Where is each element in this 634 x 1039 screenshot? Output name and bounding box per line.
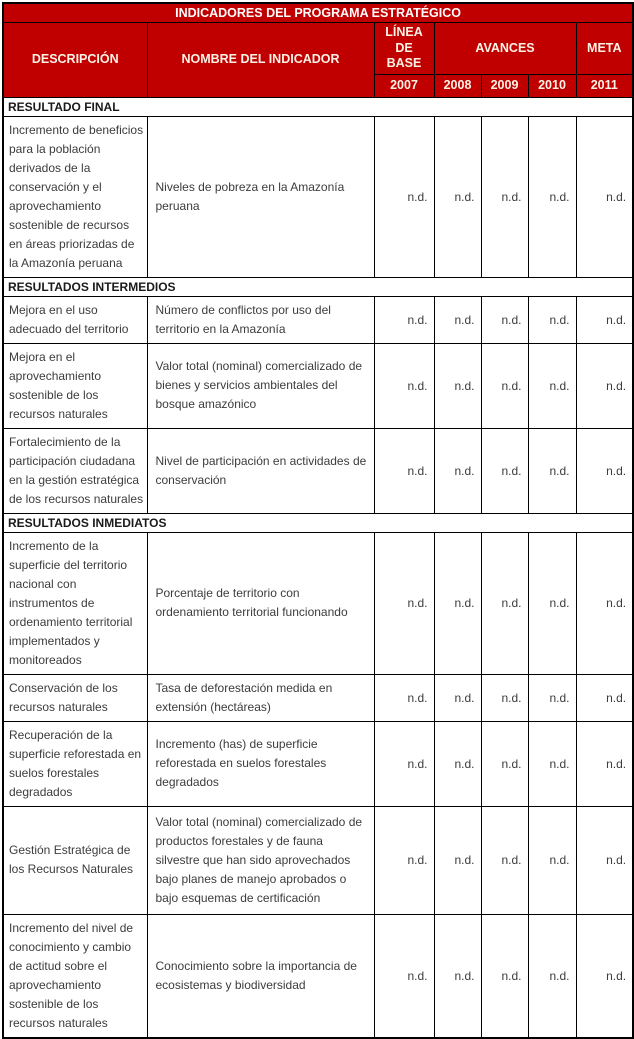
cell-value-2009: n.d. <box>481 806 528 914</box>
cell-descripcion: Incremento del nivel de conocimiento y cambio de actitud sobre el aprovechamiento sostenible de los recursos naturales <box>3 914 147 1038</box>
cell-indicador: Valor total (nominal) comercializado de bienes y servicios ambientales del bosque amazónico <box>147 343 374 428</box>
header-year-2009: 2009 <box>481 74 528 97</box>
cell-value-2010: n.d. <box>528 806 576 914</box>
section-label: RESULTADOS INMEDIATOS <box>3 513 633 532</box>
header-nombre-indicador: NOMBRE DEL INDICADOR <box>147 23 374 98</box>
header-avances: AVANCES <box>434 23 576 75</box>
cell-indicador: Número de conflictos por uso del territorio en la Amazonía <box>147 296 374 343</box>
header-year-2008: 2008 <box>434 74 481 97</box>
cell-indicador: Nivel de participación en actividades de conservación <box>147 428 374 513</box>
cell-indicador: Niveles de pobreza en la Amazonía peruana <box>147 116 374 277</box>
cell-value-2007: n.d. <box>374 532 434 674</box>
cell-value-2011: n.d. <box>576 296 633 343</box>
cell-indicador: Porcentaje de territorio con ordenamiento territorial funcionando <box>147 532 374 674</box>
cell-value-2008: n.d. <box>434 806 481 914</box>
cell-value-2008: n.d. <box>434 532 481 674</box>
section-header-resultado-final <box>3 97 633 116</box>
table-title: INDICADORES DEL PROGRAMA ESTRATÉGICO <box>3 3 633 23</box>
cell-descripcion: Fortalecimiento de la participación ciudadana en la gestión estratégica de los recursos naturales <box>3 428 147 513</box>
header-descripcion: DESCRIPCIÓN <box>3 23 147 98</box>
cell-value-2011: n.d. <box>576 428 633 513</box>
cell-indicador: Tasa de deforestación medida en extensión (hectáreas) <box>147 674 374 721</box>
cell-value-2009: n.d. <box>481 674 528 721</box>
cell-value-2007: n.d. <box>374 721 434 806</box>
table-row <box>3 806 633 914</box>
cell-value-2007: n.d. <box>374 116 434 277</box>
section-header-resultados-intermedios <box>3 277 633 296</box>
cell-descripcion: Incremento de beneficios para la población derivados de la conservación y el aprovechamiento sostenible de recursos en áreas priorizadas de la Amazonía peruana <box>3 116 147 277</box>
cell-indicador: Conocimiento sobre la importancia de ecosistemas y biodiversidad <box>147 914 374 1038</box>
cell-value-2011: n.d. <box>576 674 633 721</box>
cell-value-2009: n.d. <box>481 914 528 1038</box>
cell-value-2011: n.d. <box>576 914 633 1038</box>
cell-indicador: Incremento (has) de superficie reforestada en suelos forestales degradados <box>147 721 374 806</box>
cell-value-2009: n.d. <box>481 532 528 674</box>
cell-value-2009: n.d. <box>481 721 528 806</box>
table-row <box>3 721 633 806</box>
header-year-2007: 2007 <box>374 74 434 97</box>
cell-value-2009: n.d. <box>481 343 528 428</box>
cell-value-2011: n.d. <box>576 343 633 428</box>
header-meta: META <box>576 23 633 75</box>
cell-value-2010: n.d. <box>528 343 576 428</box>
cell-value-2011: n.d. <box>576 116 633 277</box>
section-label: RESULTADO FINAL <box>3 97 633 116</box>
cell-value-2010: n.d. <box>528 532 576 674</box>
cell-value-2010: n.d. <box>528 428 576 513</box>
header-year-2010: 2010 <box>528 74 576 97</box>
cell-value-2008: n.d. <box>434 914 481 1038</box>
cell-value-2009: n.d. <box>481 116 528 277</box>
table-row <box>3 914 633 1038</box>
cell-value-2010: n.d. <box>528 116 576 277</box>
cell-value-2009: n.d. <box>481 296 528 343</box>
table-row <box>3 296 633 343</box>
cell-value-2008: n.d. <box>434 343 481 428</box>
cell-descripcion: Mejora en el aprovechamiento sostenible de los recursos naturales <box>3 343 147 428</box>
cell-value-2007: n.d. <box>374 806 434 914</box>
cell-value-2010: n.d. <box>528 914 576 1038</box>
table-row <box>3 674 633 721</box>
section-label: RESULTADOS INTERMEDIOS <box>3 277 633 296</box>
cell-descripcion: Recuperación de la superficie reforestada en suelos forestales degradados <box>3 721 147 806</box>
cell-value-2008: n.d. <box>434 674 481 721</box>
cell-indicador: Valor total (nominal) comercializado de productos forestales y de fauna silvestre que han sido aprovechados bajo planes de manejo aprobados o bajo esquemas de certificación <box>147 806 374 914</box>
cell-value-2007: n.d. <box>374 428 434 513</box>
cell-value-2008: n.d. <box>434 296 481 343</box>
table-row <box>3 116 633 277</box>
table-row <box>3 343 633 428</box>
cell-value-2011: n.d. <box>576 721 633 806</box>
cell-value-2007: n.d. <box>374 343 434 428</box>
table-title-row <box>3 3 633 23</box>
cell-value-2007: n.d. <box>374 674 434 721</box>
cell-descripcion: Gestión Estratégica de los Recursos Naturales <box>3 806 147 914</box>
cell-value-2010: n.d. <box>528 721 576 806</box>
table-header-row <box>3 23 633 75</box>
table-row <box>3 532 633 674</box>
header-linea-de-base: LÍNEA DE BASE <box>374 23 434 75</box>
cell-value-2011: n.d. <box>576 532 633 674</box>
cell-descripcion: Incremento de la superficie del territorio nacional con instrumentos de ordenamiento territorial implementados y monitoreados <box>3 532 147 674</box>
cell-value-2008: n.d. <box>434 721 481 806</box>
cell-descripcion: Conservación de los recursos naturales <box>3 674 147 721</box>
cell-value-2010: n.d. <box>528 296 576 343</box>
table-row <box>3 428 633 513</box>
cell-value-2007: n.d. <box>374 914 434 1038</box>
cell-value-2008: n.d. <box>434 428 481 513</box>
cell-value-2008: n.d. <box>434 116 481 277</box>
section-header-resultados-inmediatos <box>3 513 633 532</box>
cell-value-2007: n.d. <box>374 296 434 343</box>
cell-value-2011: n.d. <box>576 806 633 914</box>
cell-value-2009: n.d. <box>481 428 528 513</box>
cell-value-2010: n.d. <box>528 674 576 721</box>
header-year-2011: 2011 <box>576 74 633 97</box>
cell-descripcion: Mejora en el uso adecuado del territorio <box>3 296 147 343</box>
indicators-table <box>2 2 634 1039</box>
